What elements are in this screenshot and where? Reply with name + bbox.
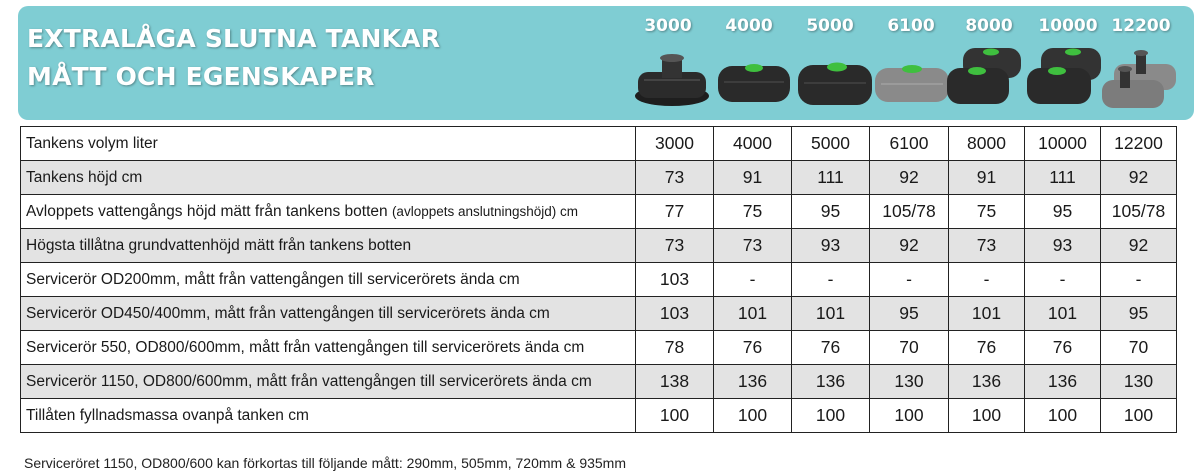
table-cell: 130 — [1101, 365, 1177, 399]
table-cell: 111 — [792, 161, 870, 195]
table-cell: - — [870, 263, 949, 297]
tank-5000-image — [795, 57, 875, 107]
table-cell: 76 — [714, 331, 792, 365]
table-cell: 76 — [949, 331, 1025, 365]
table-cell: 100 — [1101, 399, 1177, 433]
table-cell: 75 — [714, 195, 792, 229]
table-cell: 6100 — [870, 127, 949, 161]
model-label-4000: 4000 — [725, 16, 773, 36]
table-cell: 100 — [714, 399, 792, 433]
table-row — [21, 161, 1177, 195]
table-row — [21, 195, 1177, 229]
row-label — [21, 161, 636, 195]
table-cell: 78 — [636, 331, 714, 365]
row-label-text: Servicerör OD450/400mm, mått från vattengången till servicerörets ända cm — [26, 304, 550, 322]
table-cell: 73 — [714, 229, 792, 263]
model-label-5000: 5000 — [806, 16, 854, 36]
table-cell: 95 — [870, 297, 949, 331]
table-cell: 95 — [1101, 297, 1177, 331]
table-row — [21, 399, 1177, 433]
table-cell: 105/78 — [870, 195, 949, 229]
row-label-text: Högsta tillåtna grundvattenhöjd mätt från tankens botten — [26, 236, 412, 254]
table-cell: 76 — [792, 331, 870, 365]
row-label-text: Servicerör 550, OD800/600mm, mått från vattengången till servicerörets ända cm — [26, 338, 585, 356]
table-cell: 73 — [636, 229, 714, 263]
model-label-10000: 10000 — [1038, 16, 1098, 36]
table-cell: 92 — [870, 229, 949, 263]
table-cell: 77 — [636, 195, 714, 229]
table-row — [21, 127, 1177, 161]
footnote: Serviceröret 1150, OD800/600 kan förkortas till följande mått: 290mm, 505mm, 720mm & 935mm — [24, 455, 627, 471]
row-label — [21, 399, 636, 433]
row-label — [21, 195, 636, 229]
row-label-text: Tillåten fyllnadsmassa ovanpå tanken cm — [26, 406, 309, 424]
table-cell: 130 — [870, 365, 949, 399]
table-cell: 5000 — [792, 127, 870, 161]
table-cell: 92 — [1101, 229, 1177, 263]
row-label-text: Avloppets vattengångs höjd mätt från tankens botten — [26, 202, 388, 220]
tank-10000-image — [1025, 44, 1105, 108]
table-cell: 100 — [870, 399, 949, 433]
spec-table — [20, 126, 1177, 433]
table-cell: 138 — [636, 365, 714, 399]
table-cell: 10000 — [1025, 127, 1101, 161]
table-cell: - — [1101, 263, 1177, 297]
table-cell: 4000 — [714, 127, 792, 161]
table-cell: 100 — [792, 399, 870, 433]
table-cell: 136 — [792, 365, 870, 399]
model-label-12200: 12200 — [1111, 16, 1171, 36]
table-cell: 70 — [870, 331, 949, 365]
table-row — [21, 331, 1177, 365]
table-cell: 105/78 — [1101, 195, 1177, 229]
table-cell: 101 — [714, 297, 792, 331]
table-row — [21, 297, 1177, 331]
table-cell: 76 — [1025, 331, 1101, 365]
table-cell: 70 — [1101, 331, 1177, 365]
table-row — [21, 365, 1177, 399]
table-cell: 95 — [792, 195, 870, 229]
tank-8000-image — [945, 44, 1025, 108]
model-label-3000: 3000 — [644, 16, 692, 36]
tank-12200-image — [1100, 50, 1178, 110]
table-cell: 8000 — [949, 127, 1025, 161]
model-label-6100: 6100 — [887, 16, 935, 36]
table-cell: 100 — [636, 399, 714, 433]
row-label-text: Servicerör 1150, OD800/600mm, mått från vattengången till servicerörets ända cm — [26, 372, 592, 390]
table-cell: 101 — [792, 297, 870, 331]
table-cell: 100 — [949, 399, 1025, 433]
row-label-text: Tankens höjd cm — [26, 168, 143, 186]
table-cell: 95 — [1025, 195, 1101, 229]
row-label — [21, 297, 636, 331]
table-cell: 93 — [1025, 229, 1101, 263]
table-cell: 93 — [792, 229, 870, 263]
table-cell: - — [792, 263, 870, 297]
table-cell: 3000 — [636, 127, 714, 161]
page-title — [27, 20, 440, 96]
tank-4000-image — [714, 58, 794, 106]
row-label-text: Servicerör OD200mm, mått från vattengången till servicerörets ända cm — [26, 270, 520, 288]
table-cell: 73 — [636, 161, 714, 195]
tank-6100-image — [872, 58, 952, 106]
table-cell: - — [1025, 263, 1101, 297]
row-label — [21, 127, 636, 161]
table-cell: - — [714, 263, 792, 297]
table-cell: 73 — [949, 229, 1025, 263]
table-cell: 91 — [949, 161, 1025, 195]
table-cell: 103 — [636, 263, 714, 297]
table-row — [21, 263, 1177, 297]
table-cell: 136 — [714, 365, 792, 399]
table-cell: 92 — [870, 161, 949, 195]
table-cell: - — [949, 263, 1025, 297]
table-cell: 111 — [1025, 161, 1101, 195]
table-cell: 103 — [636, 297, 714, 331]
row-label-note: (avloppets anslutningshöjd) cm — [391, 203, 579, 219]
model-label-8000: 8000 — [965, 16, 1013, 36]
title-line-2: MÅTT OCH EGENSKAPER — [27, 62, 375, 91]
table-cell: 101 — [1025, 297, 1101, 331]
table-cell: 12200 — [1101, 127, 1177, 161]
table-cell: 75 — [949, 195, 1025, 229]
table-cell: 100 — [1025, 399, 1101, 433]
tank-3000-image — [632, 50, 712, 108]
row-label — [21, 229, 636, 263]
row-label — [21, 331, 636, 365]
table-cell: 92 — [1101, 161, 1177, 195]
table-row — [21, 229, 1177, 263]
row-label — [21, 365, 636, 399]
title-line-1: EXTRALÅGA SLUTNA TANKAR — [27, 24, 441, 53]
table-cell: 101 — [949, 297, 1025, 331]
table-cell: 136 — [949, 365, 1025, 399]
row-label-text: Tankens volym liter — [26, 134, 158, 152]
table-cell: 136 — [1025, 365, 1101, 399]
row-label — [21, 263, 636, 297]
table-cell: 91 — [714, 161, 792, 195]
